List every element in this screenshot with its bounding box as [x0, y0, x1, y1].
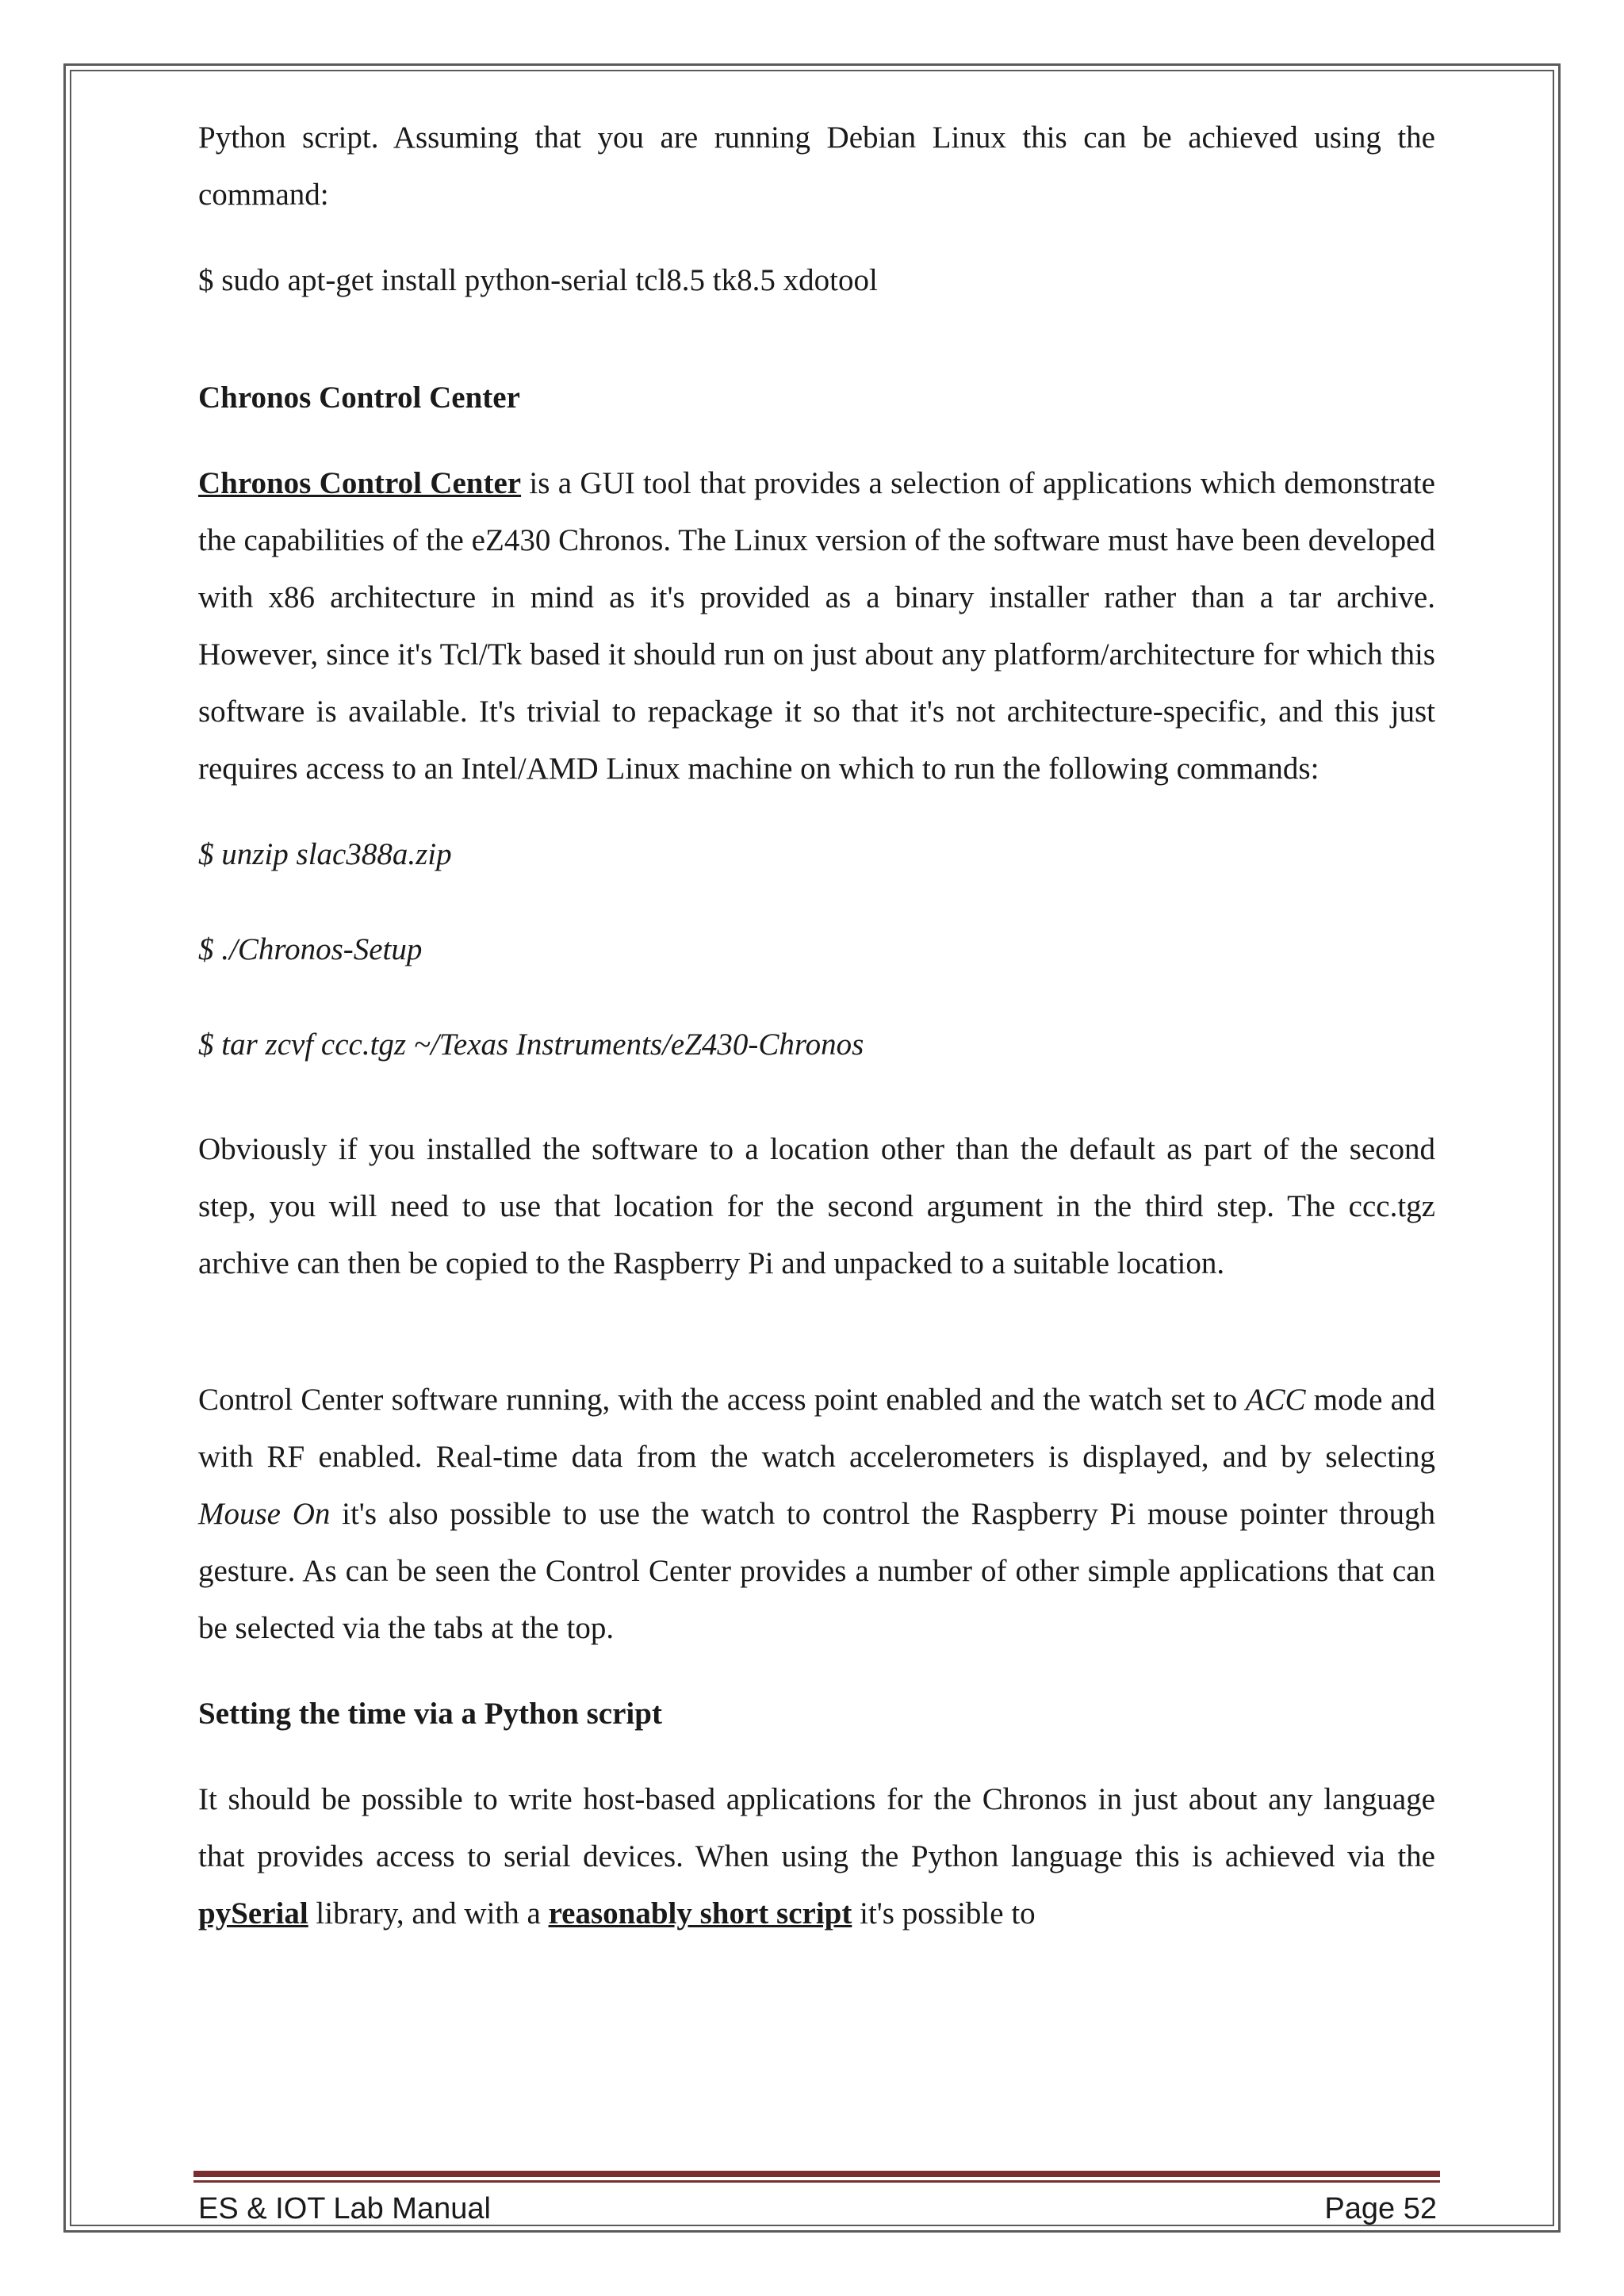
text-mouse-on: Mouse On	[198, 1497, 331, 1531]
heading-chronos-control-center: Chronos Control Center	[198, 381, 520, 415]
page-content	[198, 109, 1435, 1980]
link-chronos-control-center[interactable]: Chronos Control Center	[198, 466, 522, 500]
paragraph-control-center-running	[198, 1372, 1435, 1657]
text-segment: mode and with RF enabled. Real-time data from the watch accelerometers is displayed, and by selecting	[198, 1383, 1435, 1474]
heading-setting-time: Setting the time via a Python script	[198, 1697, 662, 1731]
command-apt-get: $ sudo apt-get install python-serial tcl8.5 tk8.5 xdotool	[198, 263, 878, 297]
link-pyserial[interactable]: pySerial	[198, 1896, 308, 1931]
paragraph-obviously: Obviously if you installed the software to a location other than the default as part of the second step, you will need to use that location for the second argument in the third step. The ccc.tgz archive can then be copied to the Raspberry Pi and unpacked to a suitable location.	[198, 1132, 1435, 1280]
text-segment: library, and with a	[308, 1896, 549, 1931]
footer-rule	[193, 2171, 1440, 2177]
paragraph-intro: Python script. Assuming that you are running Debian Linux this can be achieved using the command:	[198, 121, 1435, 212]
paragraph-ccc-description	[198, 455, 1435, 798]
text-segment: Control Center software running, with the access point enabled and the watch set to	[198, 1383, 1246, 1417]
command-chronos-setup: $ ./Chronos-Setup	[198, 932, 423, 966]
command-tar: $ tar zcvf ccc.tgz ~/Texas Instruments/eZ430-Chronos	[198, 1027, 864, 1062]
text-segment: it's possible to	[852, 1896, 1036, 1931]
link-reasonably-short-script[interactable]: reasonably short script	[548, 1896, 852, 1931]
paragraph-python-script	[198, 1771, 1435, 1942]
paragraph-ccc-text: is a GUI tool that provides a selection of applications which demonstrate the capabilities of the eZ430 Chronos. The Linux version of the software must have been developed with x86 architecture in mind as it's provided as a binary installer rather than a tar archive. However, since it's Tcl/Tk based it should run on just about any platform/architecture for which this software is available. It's trivial to repackage it so that it's not architecture-specific, and this just requires access to an Intel/AMD Linux machine on which to run the following commands:	[198, 466, 1435, 786]
footer-rule-thin	[193, 2180, 1440, 2183]
text-segment: it's also possible to use the watch to control the Raspberry Pi mouse pointer through gesture. As can be seen the Control Center provides a number of other simple applications that can be selected via the tabs at the top.	[198, 1497, 1436, 1645]
command-unzip: $ unzip slac388a.zip	[198, 837, 452, 871]
footer-manual-title: ES & IOT Lab Manual	[198, 2192, 491, 2225]
footer-page-number: Page 52	[1324, 2192, 1437, 2225]
text-acc: ACC	[1245, 1383, 1306, 1417]
text-segment: It should be possible to write host-based applications for the Chronos in just about any language that provides access to serial devices. When using the Python language this is achieved via the	[198, 1782, 1435, 1873]
